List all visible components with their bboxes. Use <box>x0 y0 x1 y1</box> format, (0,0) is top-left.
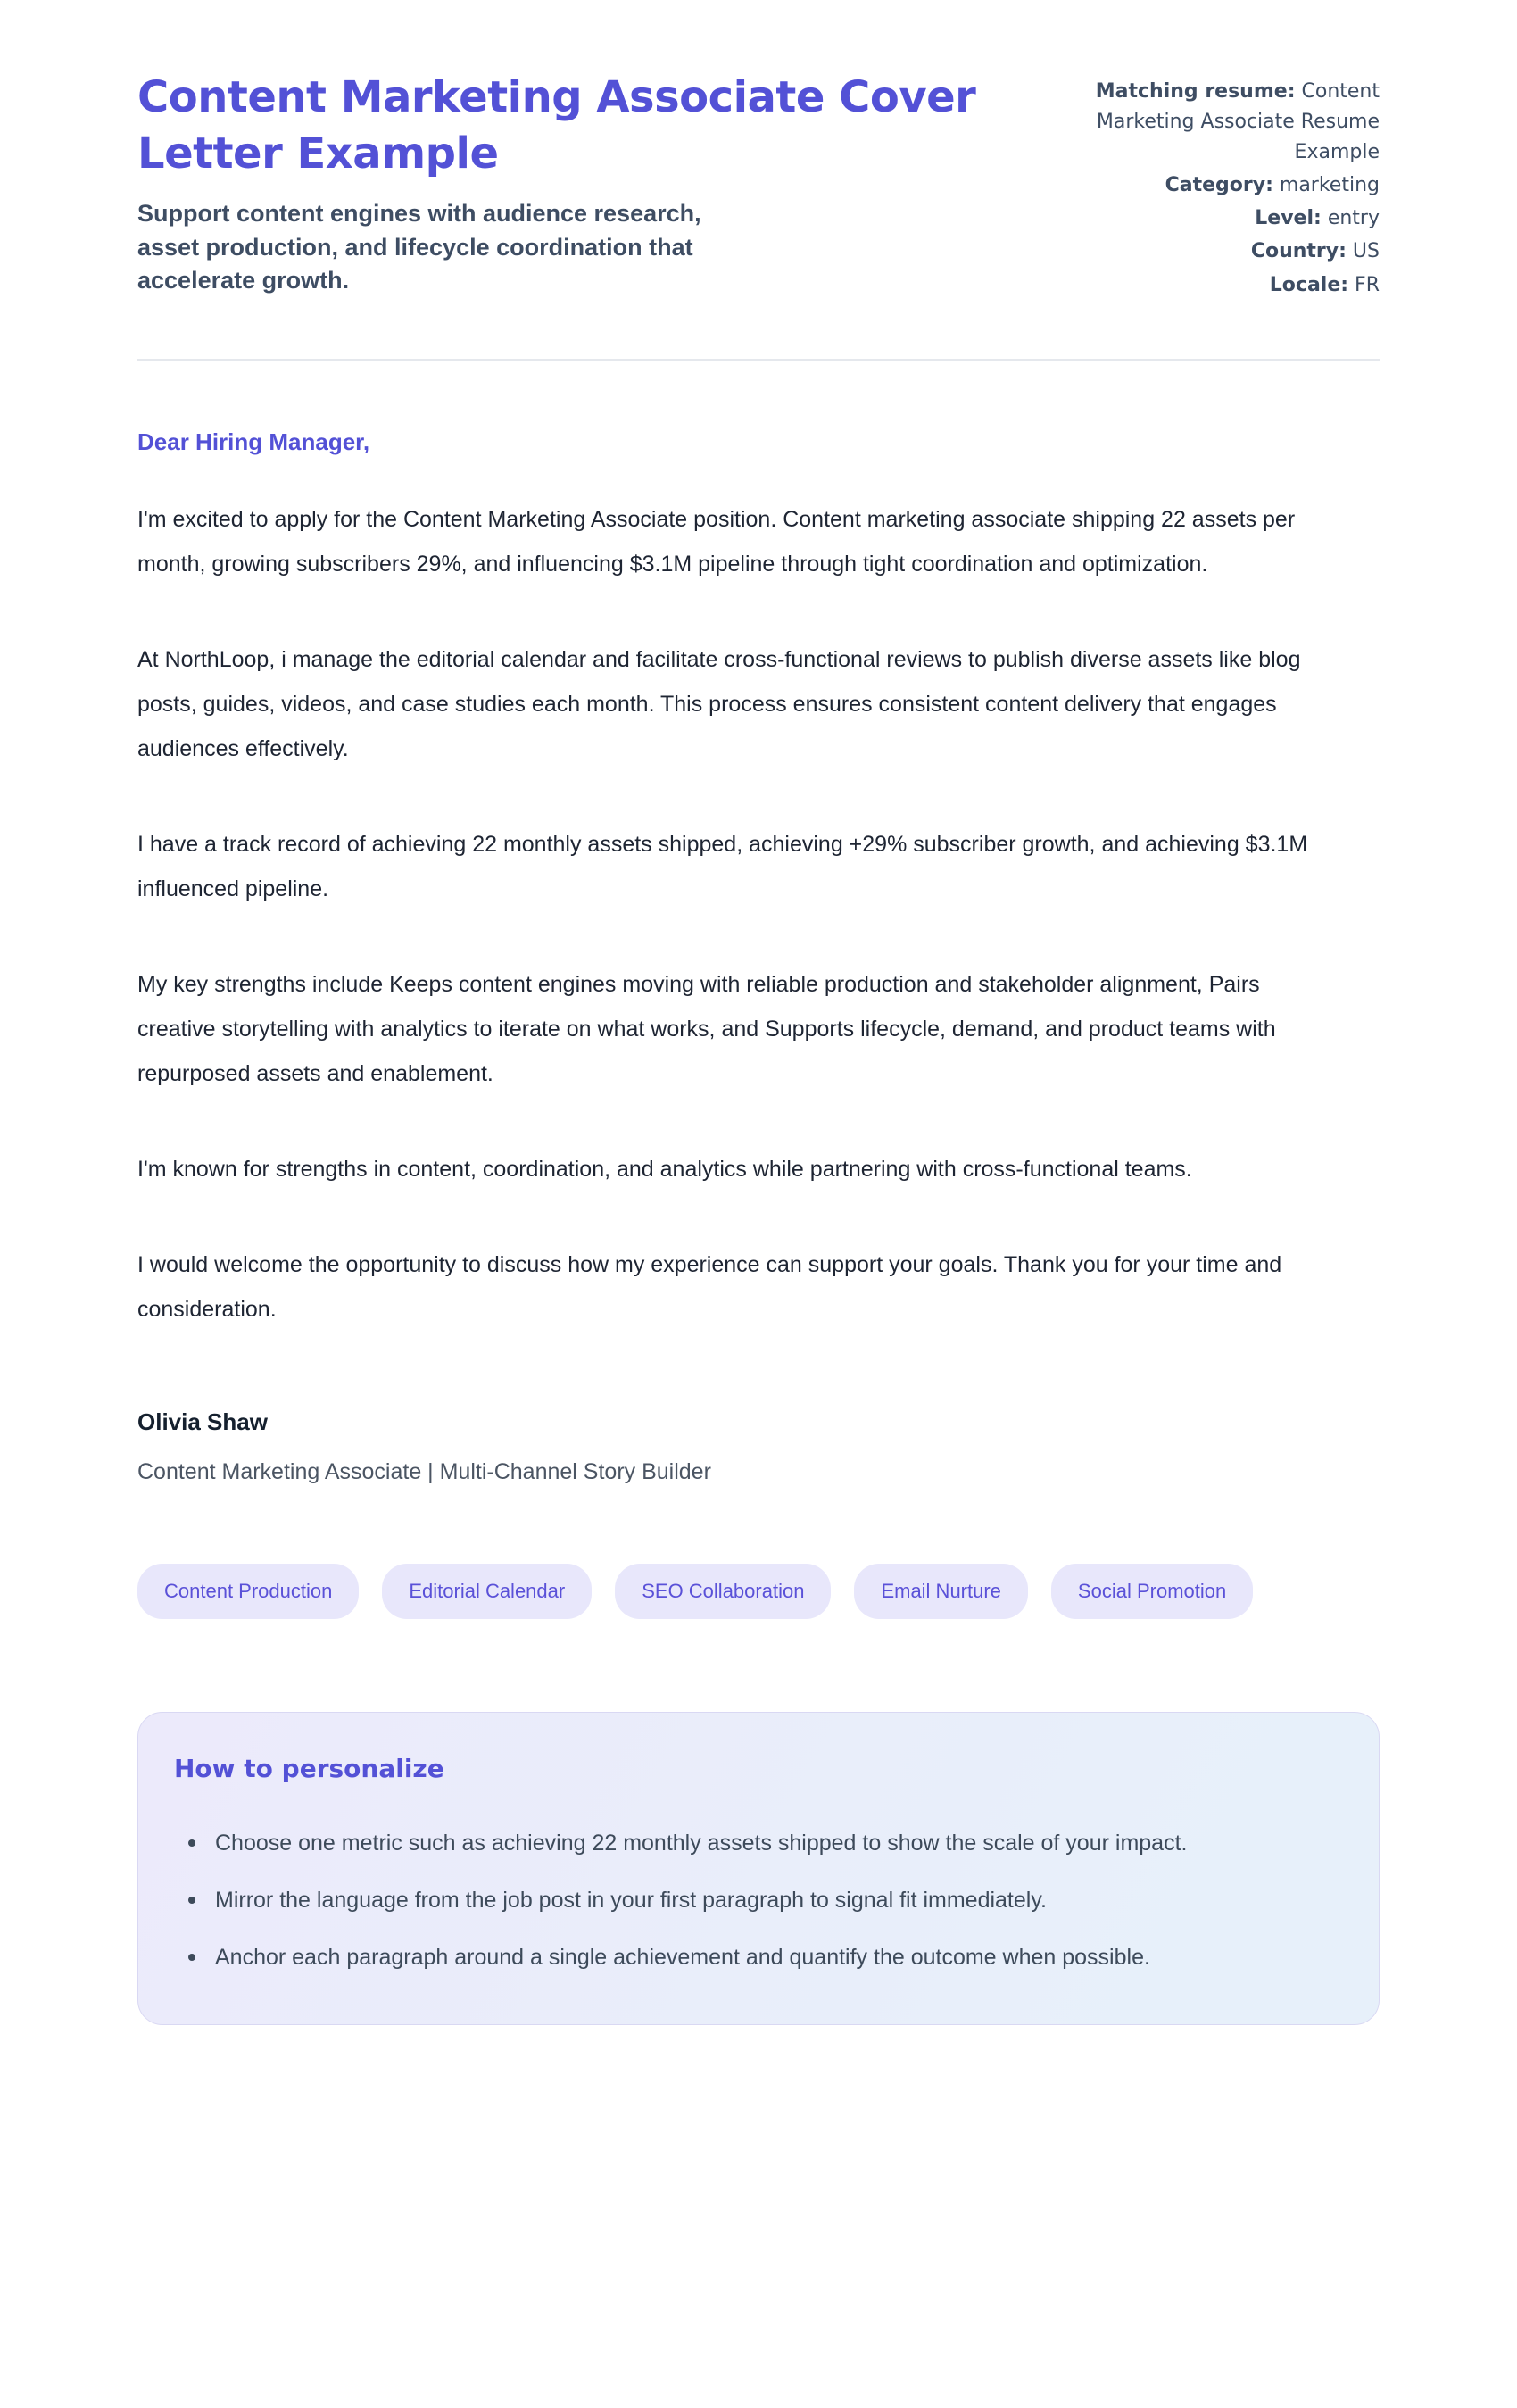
signature-title: Content Marketing Associate | Multi-Channel Story Builder <box>137 1458 711 1484</box>
signature-name: Olivia Shaw <box>137 1407 268 1435</box>
letter-paragraph: My key strengths include Keeps content engines moving with reliable production and stakeholder alignment, Pairs creative storytelling with analytics to iterate on what works, and Supports lifecycle, demand, and product teams with repurposed assets and enablement. <box>137 971 1276 1086</box>
meta-category-value: marketing <box>1279 174 1380 197</box>
letter-signature <box>137 1408 1380 1485</box>
meta-level-label: Level: <box>1255 207 1322 230</box>
meta-country-label: Country: <box>1250 240 1347 263</box>
skill-tags <box>137 1564 1380 1619</box>
letter-paragraph: I have a track record of achieving 22 monthly assets shipped, achieving +29% subscriber growth, and achieving $3.1M influenced pipeline. <box>137 831 1308 901</box>
header-divider <box>137 359 1380 361</box>
meta-matching-resume-value: Content Marketing Associate Resume Example <box>1096 80 1380 164</box>
personalize-tip-list <box>174 1821 1334 1980</box>
personalize-callout <box>137 1712 1380 2025</box>
letter-paragraph: At NorthLoop, i manage the editorial calendar and facilitate cross-functional reviews to publish diverse assets like blog posts, guides, videos, and case studies each month. This process ensures consistent content delivery that engages audiences effectively. <box>137 646 1301 761</box>
cover-letter <box>137 428 1380 1485</box>
meta-matching-resume <box>1072 77 1380 168</box>
personalize-tip: Choose one metric such as achieving 22 monthly assets shipped to show the scale of your impact. <box>174 1821 1307 1865</box>
page-container <box>137 0 1380 2105</box>
skill-tag: Content Production <box>137 1564 359 1619</box>
meta-category-label: Category: <box>1165 174 1273 197</box>
header-title-block <box>137 70 1021 298</box>
personalize-tip: Mirror the language from the job post in your first paragraph to signal fit immediately. <box>174 1878 1307 1922</box>
meta-matching-resume-label: Matching resume: <box>1095 80 1296 103</box>
letter-paragraph: I'm known for strengths in content, coordination, and analytics while partnering with cross-functional teams. <box>137 1156 1192 1182</box>
skill-tag: Social Promotion <box>1051 1564 1253 1619</box>
meta-level-value: entry <box>1327 207 1380 230</box>
page-subtitle: Support content engines with audience research, asset production, and lifecycle coordination that accelerate growth. <box>137 199 701 295</box>
meta-locale-value: FR <box>1355 273 1380 296</box>
meta-country-value: US <box>1352 240 1380 263</box>
skill-tag: Email Nurture <box>854 1564 1027 1619</box>
skill-tag: SEO Collaboration <box>615 1564 831 1619</box>
personalize-tip: Anchor each paragraph around a single achievement and quantify the outcome when possible. <box>174 1935 1307 1980</box>
personalize-title: How to personalize <box>174 1753 444 1783</box>
meta-level <box>1072 203 1380 234</box>
meta-locale <box>1072 270 1380 301</box>
meta-category <box>1072 170 1380 201</box>
resume-meta <box>1072 70 1380 303</box>
letter-greeting: Dear Hiring Manager, <box>137 428 370 455</box>
letter-paragraph: I'm excited to apply for the Content Marketing Associate position. Content marketing associate shipping 22 assets per month, growing subscribers 29%, and influencing $3.1M pipeline through tight coordination and optimization. <box>137 506 1296 577</box>
page-header <box>137 70 1380 303</box>
letter-paragraph: I would welcome the opportunity to discuss how my experience can support your goals. Thank you for your time and consideration. <box>137 1251 1282 1322</box>
skill-tag: Editorial Calendar <box>382 1564 592 1619</box>
meta-country <box>1072 237 1380 267</box>
page-title: Content Marketing Associate Cover Letter Example <box>137 72 976 179</box>
meta-locale-label: Locale: <box>1269 273 1349 296</box>
